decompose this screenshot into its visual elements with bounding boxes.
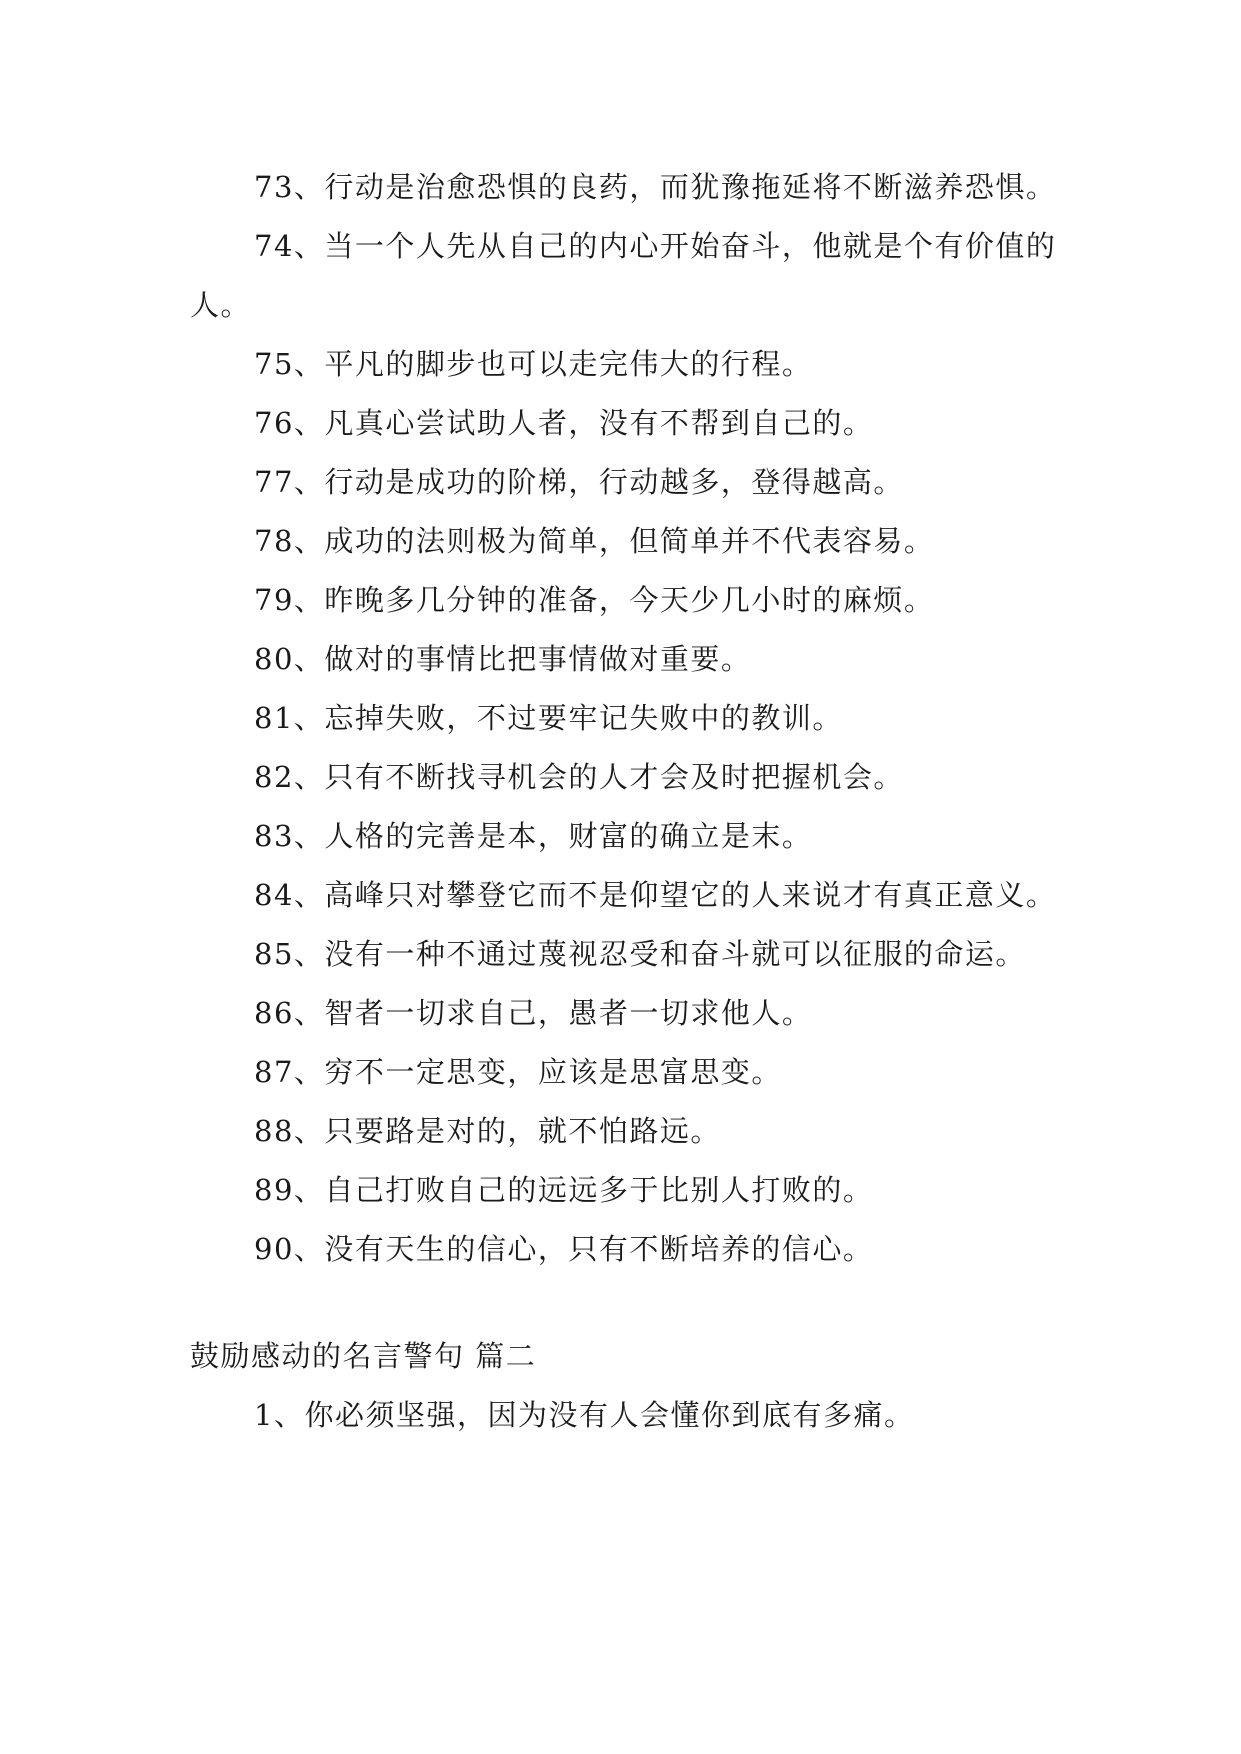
quote-79: 79、昨晚多几分钟的准备，今天少几小时的麻烦。 [254, 583, 935, 617]
quote-84: 84、高峰只对攀登它而不是仰望它的人来说才有真正意义。 [254, 878, 1057, 912]
quote-87: 87、穷不一定思变，应该是思富思变。 [254, 1055, 782, 1089]
section-quote-1: 1、你必须坚强，因为没有人会懂你到底有多痛。 [254, 1398, 915, 1432]
quote-90: 90、没有天生的信心，只有不断培养的信心。 [254, 1232, 874, 1266]
quote-78: 78、成功的法则极为简单，但简单并不代表容易。 [254, 524, 935, 558]
quote-77: 77、行动是成功的阶梯，行动越多，登得越高。 [254, 465, 904, 499]
quote-82: 82、只有不断找寻机会的人才会及时把握机会。 [254, 760, 904, 794]
quote-81: 81、忘掉失败，不过要牢记失败中的教训。 [254, 701, 843, 735]
quote-86: 86、智者一切求自己，愚者一切求他人。 [254, 996, 813, 1030]
quote-83: 83、人格的完善是本，财富的确立是末。 [254, 819, 813, 853]
quote-75: 75、平凡的脚步也可以走完伟大的行程。 [254, 347, 813, 381]
quote-74: 74、当一个人先从自己的内心开始奋斗，他就是个有价值的人。 [190, 229, 1057, 322]
quote-88: 88、只要路是对的，就不怕路远。 [254, 1114, 721, 1148]
quote-85: 85、没有一种不通过蔑视忍受和奋斗就可以征服的命运。 [254, 937, 1026, 971]
document-body [190, 158, 1060, 1445]
section-heading: 鼓励感动的名言警句 篇二 [190, 1339, 537, 1373]
quote-89: 89、自己打败自己的远远多于比别人打败的。 [254, 1173, 874, 1207]
quote-73: 73、行动是治愈恐惧的良药，而犹豫拖延将不断滋养恐惧。 [254, 170, 1057, 204]
quote-80: 80、做对的事情比把事情做对重要。 [254, 642, 752, 676]
quote-76: 76、凡真心尝试助人者，没有不帮到自己的。 [254, 406, 874, 440]
